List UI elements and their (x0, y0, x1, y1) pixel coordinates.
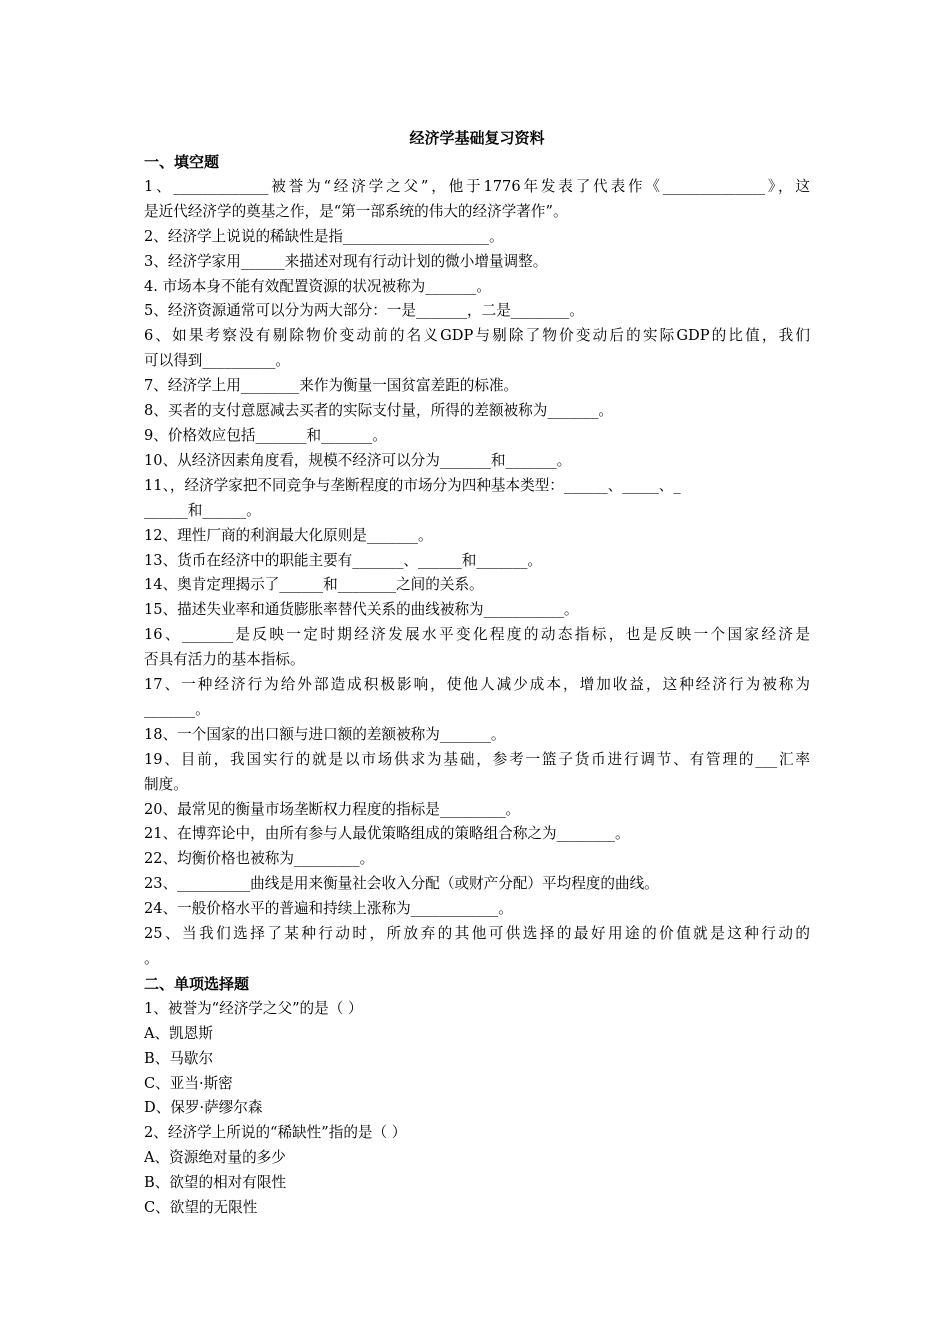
section-heading: 一、填空题 (144, 153, 220, 171)
fill-in-question-line: 20、最常见的衡量市场垄断权力程度的指标是_________。 (144, 800, 521, 818)
fill-in-question-line: 可以得到__________。 (144, 352, 290, 370)
fill-in-question-line: 4. 市场本身不能有效配置资源的状况被称为_______。 (144, 277, 491, 295)
choice-question-line: 2、经济学上所说的“稀缺性”指的是（ ） (144, 1124, 407, 1142)
fill-in-question-line: _______。 (144, 700, 210, 718)
fill-in-question-line: 23、__________曲线是用来衡量社会收入分配（或财产分配）平均程度的曲线。 (144, 875, 659, 893)
section-heading: 二、单项选择题 (144, 974, 250, 993)
fill-in-question-line: 11、，经济学家把不同竞争与垄断程度的市场分为四种基本类型：______、_____、_ (144, 476, 681, 494)
fill-in-question-line: 18、一个国家的出口额与进口额的差额被称为_______。 (144, 725, 506, 743)
fill-in-question-line: 否具有活力的基本指标。 (144, 651, 305, 669)
choice-question-line: B、欲望的相对有限性 (144, 1174, 287, 1192)
choice-question-line: A、凯恩斯 (144, 1024, 213, 1042)
document-body (144, 150, 810, 1221)
document-title: 经济学基础复习资料 (409, 129, 545, 147)
fill-in-question-line: 12、理性厂商的利润最大化原则是_______。 (144, 526, 433, 544)
fill-in-question-line: 19、目前，我国实行的就是以市场供求为基础，参考一篮子货币进行调节、有管理的___汇率 (144, 750, 810, 768)
fill-in-question-line: 制度。 (144, 775, 188, 793)
choice-question-line: C、欲望的无限性 (144, 1199, 258, 1217)
fill-in-question-line: 14、奥肯定理揭示了______和________之间的关系。 (144, 576, 484, 594)
choice-question-line: C、亚当·斯密 (144, 1074, 233, 1092)
fill-in-question-line: 21、在博弈论中，由所有参与人最优策略组成的策略组合称之为________。 (144, 825, 630, 843)
fill-in-question-line: 16、_______是反映一定时期经济发展水平变化程度的动态指标，也是反映一个国家经济是 (144, 626, 810, 644)
fill-in-question-line: 是近代经济学的奠基之作，是“第一部系统的伟大的经济学著作”。 (144, 202, 568, 220)
fill-in-question-line: 24、一般价格水平的普遍和持续上涨称为____________。 (144, 900, 513, 918)
document-page (144, 120, 810, 1221)
fill-in-question-line: 7、经济学上用________来作为衡量一国贫富差距的标准。 (144, 377, 519, 395)
choice-question-line: A、资源绝对量的多少 (144, 1149, 286, 1167)
fill-in-question-line: 15、描述失业率和通货膨胀率替代关系的曲线被称为___________。 (144, 601, 579, 619)
fill-in-question-line: 10、从经济因素角度看，规模不经济可以分为_______和_______。 (144, 451, 572, 469)
fill-in-question-line: 6、如果考察没有剔除物价变动前的名义GDP与剔除了物价变动后的实际GDP的比值，我们 (144, 327, 810, 345)
choice-question-line: 1、被誉为“经济学之父”的是（ ） (144, 999, 363, 1017)
fill-in-question-line: 22、均衡价格也被称为_________。 (144, 850, 375, 868)
fill-in-question-line: 25、当我们选择了某种行动时，所放弃的其他可供选择的最好用途的价值就是这种行动的 (144, 925, 810, 943)
fill-in-question-line: 3、经济学家用______来描述对现有行动计划的微小增量调整。 (144, 252, 548, 270)
fill-in-question-line: 2、经济学上说说的稀缺性是指____________________。 (144, 227, 504, 245)
fill-in-question-line: 17、一种经济行为给外部造成积极影响，使他人减少成本，增加收益，这种经济行为被称为 (144, 676, 810, 694)
fill-in-question-line: 5、经济资源通常可以分为两大部分：一是_______，二是________。 (144, 302, 584, 320)
fill-in-question-line: 8、买者的支付意愿减去买者的实际支付量，所得的差额被称为_______。 (144, 402, 613, 420)
choice-question-line: D、保罗·萨缪尔森 (144, 1099, 263, 1117)
fill-in-question-line: 13、货币在经济中的职能主要有_______、______和_______。 (144, 551, 543, 569)
choice-question-line: B、马歇尔 (144, 1049, 214, 1067)
fill-in-question-line: ______和______。 (144, 501, 261, 519)
fill-in-question-line: 9、价格效应包括_______和_______。 (144, 426, 387, 444)
fill-in-question-line: 1、_____________被誉为“经济学之父”，他于1776年发表了代表作《______________》，这 (144, 177, 810, 195)
fill-in-question-line: 。 (144, 950, 159, 967)
